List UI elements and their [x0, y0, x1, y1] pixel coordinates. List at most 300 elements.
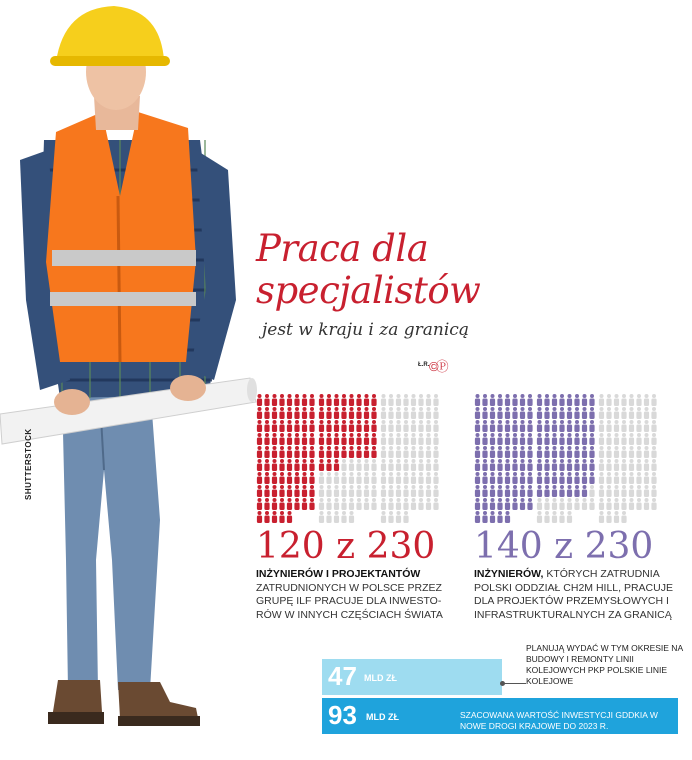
person-pictogram: [559, 407, 564, 419]
person-pictogram: [606, 420, 611, 432]
person-pictogram: [559, 433, 564, 445]
person-pictogram: [279, 498, 284, 510]
person-pictogram: [537, 498, 542, 510]
person-pictogram: [272, 472, 277, 484]
person-pictogram: [411, 485, 416, 497]
person-pictogram: [356, 420, 361, 432]
stat-ilf-text: ZATRUDNIONYCH W POLSCE PRZEZ GRUPĘ ILF PRACUJE DLA INWESTO-RÓW W INNYCH CZĘŚCIACH ŚWIATA: [256, 581, 443, 621]
person-pictogram: [403, 498, 408, 510]
person-pictogram: [279, 446, 284, 458]
person-pictogram: [629, 498, 634, 510]
person-pictogram: [629, 394, 634, 406]
person-pictogram: [497, 407, 502, 419]
person-pictogram: [629, 485, 634, 497]
person-pictogram: [334, 446, 339, 458]
person-pictogram: [482, 472, 487, 484]
person-pictogram: [381, 420, 386, 432]
person-pictogram: [606, 511, 611, 523]
person-pictogram: [287, 433, 292, 445]
person-pictogram: [349, 498, 354, 510]
person-pictogram: [403, 459, 408, 471]
person-pictogram: [403, 472, 408, 484]
person-pictogram: [411, 407, 416, 419]
person-pictogram: [279, 485, 284, 497]
person-pictogram: [264, 511, 269, 523]
person-pictogram: [371, 446, 376, 458]
person-pictogram: [257, 459, 262, 471]
person-pictogram: [294, 420, 299, 432]
person-pictogram: [475, 498, 480, 510]
person-pictogram: [537, 446, 542, 458]
person-pictogram: [309, 407, 314, 419]
person-pictogram: [527, 459, 532, 471]
person-pictogram: [497, 485, 502, 497]
person-pictogram: [505, 511, 510, 523]
investment-bar-rail: [322, 659, 502, 695]
stat-ch2m-lead: INŻYNIERÓW,: [474, 568, 544, 580]
person-pictogram: [411, 459, 416, 471]
person-pictogram: [544, 394, 549, 406]
person-pictogram: [490, 498, 495, 510]
person-pictogram: [364, 394, 369, 406]
person-pictogram: [497, 433, 502, 445]
person-pictogram: [621, 446, 626, 458]
person-pictogram: [341, 433, 346, 445]
person-pictogram: [614, 485, 619, 497]
person-pictogram: [475, 485, 480, 497]
person-pictogram: [294, 407, 299, 419]
person-pictogram: [497, 394, 502, 406]
person-pictogram: [599, 485, 604, 497]
person-pictogram: [651, 446, 656, 458]
person-pictogram: [418, 498, 423, 510]
person-pictogram: [636, 433, 641, 445]
headline-subtitle: jest w kraju i za granicą: [262, 320, 469, 340]
person-pictogram: [341, 511, 346, 523]
person-pictogram: [294, 485, 299, 497]
person-pictogram: [475, 394, 480, 406]
person-pictogram: [294, 472, 299, 484]
person-pictogram: [589, 485, 594, 497]
person-pictogram: [527, 407, 532, 419]
person-pictogram: [567, 446, 572, 458]
person-pictogram: [341, 459, 346, 471]
person-pictogram: [326, 472, 331, 484]
person-pictogram: [475, 511, 480, 523]
person-pictogram: [426, 446, 431, 458]
person-pictogram: [614, 394, 619, 406]
person-pictogram: [527, 446, 532, 458]
person-pictogram: [418, 459, 423, 471]
person-pictogram: [257, 498, 262, 510]
person-pictogram: [287, 498, 292, 510]
person-pictogram: [433, 459, 438, 471]
person-pictogram: [294, 446, 299, 458]
person-pictogram: [482, 498, 487, 510]
person-pictogram: [319, 420, 324, 432]
person-pictogram: [574, 472, 579, 484]
person-pictogram: [381, 472, 386, 484]
person-pictogram: [371, 459, 376, 471]
person-pictogram: [644, 472, 649, 484]
person-pictogram: [294, 433, 299, 445]
person-pictogram: [651, 420, 656, 432]
person-pictogram: [411, 446, 416, 458]
person-pictogram: [606, 446, 611, 458]
person-pictogram: [482, 433, 487, 445]
person-pictogram: [644, 394, 649, 406]
person-pictogram: [364, 407, 369, 419]
person-pictogram: [651, 394, 656, 406]
person-pictogram: [621, 472, 626, 484]
person-pictogram: [349, 394, 354, 406]
person-pictogram: [559, 446, 564, 458]
person-pictogram: [614, 459, 619, 471]
person-pictogram: [433, 472, 438, 484]
person-pictogram: [629, 407, 634, 419]
person-pictogram: [309, 446, 314, 458]
person-pictogram: [589, 420, 594, 432]
person-pictogram: [356, 394, 361, 406]
person-pictogram: [349, 472, 354, 484]
person-pictogram: [621, 407, 626, 419]
person-pictogram: [520, 407, 525, 419]
person-pictogram: [567, 433, 572, 445]
person-pictogram: [403, 511, 408, 523]
person-pictogram: [475, 472, 480, 484]
person-pictogram: [396, 472, 401, 484]
person-pictogram: [589, 472, 594, 484]
copyright-logo: ©Ⓟ: [429, 359, 446, 374]
person-pictogram: [349, 446, 354, 458]
person-pictogram: [341, 420, 346, 432]
person-pictogram: [264, 407, 269, 419]
person-pictogram: [264, 485, 269, 497]
person-pictogram: [636, 459, 641, 471]
person-pictogram: [319, 459, 324, 471]
person-pictogram: [381, 498, 386, 510]
person-pictogram: [614, 420, 619, 432]
person-pictogram: [334, 498, 339, 510]
person-pictogram: [433, 407, 438, 419]
person-pictogram: [582, 472, 587, 484]
person-pictogram: [537, 394, 542, 406]
person-pictogram: [582, 459, 587, 471]
person-pictogram: [356, 433, 361, 445]
person-pictogram: [264, 420, 269, 432]
person-pictogram: [490, 459, 495, 471]
person-pictogram: [552, 407, 557, 419]
person-pictogram: [349, 511, 354, 523]
person-pictogram: [319, 485, 324, 497]
person-pictogram: [341, 407, 346, 419]
person-pictogram: [490, 394, 495, 406]
rail-unit: MLD ZŁ: [364, 673, 397, 683]
person-pictogram: [636, 485, 641, 497]
person-pictogram: [636, 394, 641, 406]
person-pictogram: [264, 498, 269, 510]
person-pictogram: [629, 433, 634, 445]
person-pictogram: [552, 459, 557, 471]
person-pictogram: [520, 433, 525, 445]
person-pictogram: [388, 472, 393, 484]
person-pictogram: [426, 498, 431, 510]
person-pictogram: [302, 498, 307, 510]
person-pictogram: [341, 498, 346, 510]
person-pictogram: [302, 446, 307, 458]
person-pictogram: [349, 433, 354, 445]
person-pictogram: [544, 420, 549, 432]
person-pictogram: [544, 433, 549, 445]
author-byline: Ł.R.: [418, 362, 430, 368]
stat-ch2m-text: KTÓRYCH ZATRUDNIA POLSKI ODDZIAŁ CH2M HILL, PRACUJE DLA PROJEKTÓW PRZEMYSŁOWYCH I INFRASTRUKTURALNYCH ZA GRANICĄ: [474, 568, 673, 621]
person-pictogram: [364, 433, 369, 445]
headline-title-line2: specjalistów: [256, 269, 481, 312]
person-pictogram: [629, 420, 634, 432]
person-pictogram: [559, 394, 564, 406]
person-pictogram: [497, 511, 502, 523]
person-pictogram: [505, 446, 510, 458]
person-pictogram: [636, 420, 641, 432]
person-pictogram: [388, 407, 393, 419]
person-pictogram: [433, 420, 438, 432]
person-pictogram: [411, 472, 416, 484]
person-pictogram: [257, 433, 262, 445]
person-pictogram: [257, 446, 262, 458]
person-pictogram: [388, 394, 393, 406]
person-pictogram: [426, 420, 431, 432]
person-pictogram: [319, 472, 324, 484]
person-pictogram: [636, 498, 641, 510]
person-pictogram: [411, 420, 416, 432]
person-pictogram: [567, 459, 572, 471]
person-pictogram: [334, 407, 339, 419]
person-pictogram: [433, 498, 438, 510]
person-pictogram: [411, 433, 416, 445]
person-pictogram: [544, 498, 549, 510]
note-connector-line: [502, 683, 526, 684]
person-pictogram: [302, 433, 307, 445]
person-pictogram: [334, 433, 339, 445]
person-pictogram: [589, 394, 594, 406]
person-pictogram: [544, 459, 549, 471]
person-pictogram: [497, 498, 502, 510]
person-pictogram: [606, 498, 611, 510]
person-pictogram: [651, 498, 656, 510]
person-pictogram: [599, 420, 604, 432]
person-pictogram: [309, 472, 314, 484]
person-pictogram: [364, 472, 369, 484]
person-pictogram: [272, 394, 277, 406]
person-pictogram: [505, 498, 510, 510]
person-pictogram: [552, 511, 557, 523]
person-pictogram: [644, 498, 649, 510]
person-pictogram: [599, 407, 604, 419]
person-pictogram: [334, 511, 339, 523]
person-pictogram: [381, 459, 386, 471]
person-pictogram: [272, 407, 277, 419]
person-pictogram: [537, 485, 542, 497]
person-pictogram: [364, 459, 369, 471]
person-pictogram: [302, 420, 307, 432]
person-pictogram: [559, 459, 564, 471]
person-pictogram: [606, 485, 611, 497]
person-pictogram: [567, 472, 572, 484]
person-pictogram: [294, 394, 299, 406]
person-pictogram: [651, 407, 656, 419]
person-pictogram: [388, 485, 393, 497]
person-pictogram: [264, 394, 269, 406]
person-pictogram: [512, 485, 517, 497]
person-pictogram: [319, 394, 324, 406]
person-pictogram: [582, 433, 587, 445]
person-pictogram: [497, 459, 502, 471]
person-pictogram: [364, 498, 369, 510]
person-pictogram: [381, 511, 386, 523]
person-pictogram: [341, 485, 346, 497]
person-pictogram: [629, 472, 634, 484]
person-pictogram: [599, 459, 604, 471]
person-pictogram: [279, 420, 284, 432]
person-pictogram: [396, 485, 401, 497]
person-pictogram: [381, 485, 386, 497]
person-pictogram: [287, 407, 292, 419]
person-pictogram: [482, 407, 487, 419]
person-pictogram: [356, 485, 361, 497]
person-pictogram: [326, 394, 331, 406]
person-pictogram: [512, 407, 517, 419]
person-pictogram: [418, 485, 423, 497]
person-pictogram: [302, 472, 307, 484]
person-pictogram: [411, 498, 416, 510]
pictogram-grid-ch2m: [474, 393, 674, 533]
person-pictogram: [272, 459, 277, 471]
person-pictogram: [574, 420, 579, 432]
person-pictogram: [371, 407, 376, 419]
person-pictogram: [527, 498, 532, 510]
person-pictogram: [356, 472, 361, 484]
person-pictogram: [334, 420, 339, 432]
person-pictogram: [552, 498, 557, 510]
person-pictogram: [537, 472, 542, 484]
person-pictogram: [433, 394, 438, 406]
person-pictogram: [567, 394, 572, 406]
person-pictogram: [396, 407, 401, 419]
person-pictogram: [326, 459, 331, 471]
stat-ilf-description: [256, 568, 466, 622]
person-pictogram: [326, 485, 331, 497]
person-pictogram: [651, 433, 656, 445]
person-pictogram: [636, 472, 641, 484]
person-pictogram: [287, 485, 292, 497]
person-pictogram: [475, 446, 480, 458]
person-pictogram: [614, 472, 619, 484]
person-pictogram: [388, 433, 393, 445]
person-pictogram: [490, 446, 495, 458]
person-pictogram: [349, 485, 354, 497]
person-pictogram: [264, 459, 269, 471]
person-pictogram: [302, 407, 307, 419]
person-pictogram: [490, 485, 495, 497]
person-pictogram: [651, 459, 656, 471]
person-pictogram: [512, 446, 517, 458]
person-pictogram: [582, 394, 587, 406]
person-pictogram: [388, 459, 393, 471]
person-pictogram: [294, 459, 299, 471]
person-pictogram: [559, 485, 564, 497]
person-pictogram: [257, 472, 262, 484]
person-pictogram: [287, 472, 292, 484]
person-pictogram: [356, 498, 361, 510]
person-pictogram: [490, 511, 495, 523]
person-pictogram: [371, 485, 376, 497]
person-pictogram: [426, 459, 431, 471]
person-pictogram: [606, 394, 611, 406]
person-pictogram: [490, 407, 495, 419]
person-pictogram: [574, 498, 579, 510]
person-pictogram: [371, 394, 376, 406]
person-pictogram: [606, 407, 611, 419]
person-pictogram: [651, 472, 656, 484]
person-pictogram: [544, 472, 549, 484]
person-pictogram: [520, 459, 525, 471]
person-pictogram: [512, 433, 517, 445]
person-pictogram: [482, 485, 487, 497]
person-pictogram: [388, 498, 393, 510]
person-pictogram: [559, 498, 564, 510]
person-pictogram: [349, 459, 354, 471]
rail-value: 47: [328, 661, 357, 691]
person-pictogram: [403, 420, 408, 432]
photo-credit: SHUTTERSTOCK: [24, 428, 33, 500]
person-pictogram: [319, 433, 324, 445]
person-pictogram: [426, 472, 431, 484]
person-pictogram: [582, 498, 587, 510]
person-pictogram: [272, 511, 277, 523]
person-pictogram: [552, 446, 557, 458]
person-pictogram: [582, 420, 587, 432]
person-pictogram: [482, 446, 487, 458]
person-pictogram: [644, 485, 649, 497]
person-pictogram: [364, 485, 369, 497]
person-pictogram: [272, 420, 277, 432]
person-pictogram: [388, 511, 393, 523]
person-pictogram: [257, 420, 262, 432]
person-pictogram: [644, 433, 649, 445]
person-pictogram: [403, 446, 408, 458]
person-pictogram: [644, 459, 649, 471]
person-pictogram: [287, 394, 292, 406]
person-pictogram: [574, 446, 579, 458]
person-pictogram: [512, 498, 517, 510]
person-pictogram: [319, 407, 324, 419]
person-pictogram: [403, 485, 408, 497]
person-pictogram: [621, 420, 626, 432]
person-pictogram: [574, 407, 579, 419]
person-pictogram: [326, 498, 331, 510]
person-pictogram: [490, 472, 495, 484]
person-pictogram: [309, 420, 314, 432]
person-pictogram: [326, 433, 331, 445]
person-pictogram: [264, 472, 269, 484]
person-pictogram: [520, 485, 525, 497]
stat-ch2m-number: 140 z 230: [474, 526, 654, 567]
person-pictogram: [264, 433, 269, 445]
person-pictogram: [520, 420, 525, 432]
person-pictogram: [364, 446, 369, 458]
person-pictogram: [552, 472, 557, 484]
person-pictogram: [294, 498, 299, 510]
